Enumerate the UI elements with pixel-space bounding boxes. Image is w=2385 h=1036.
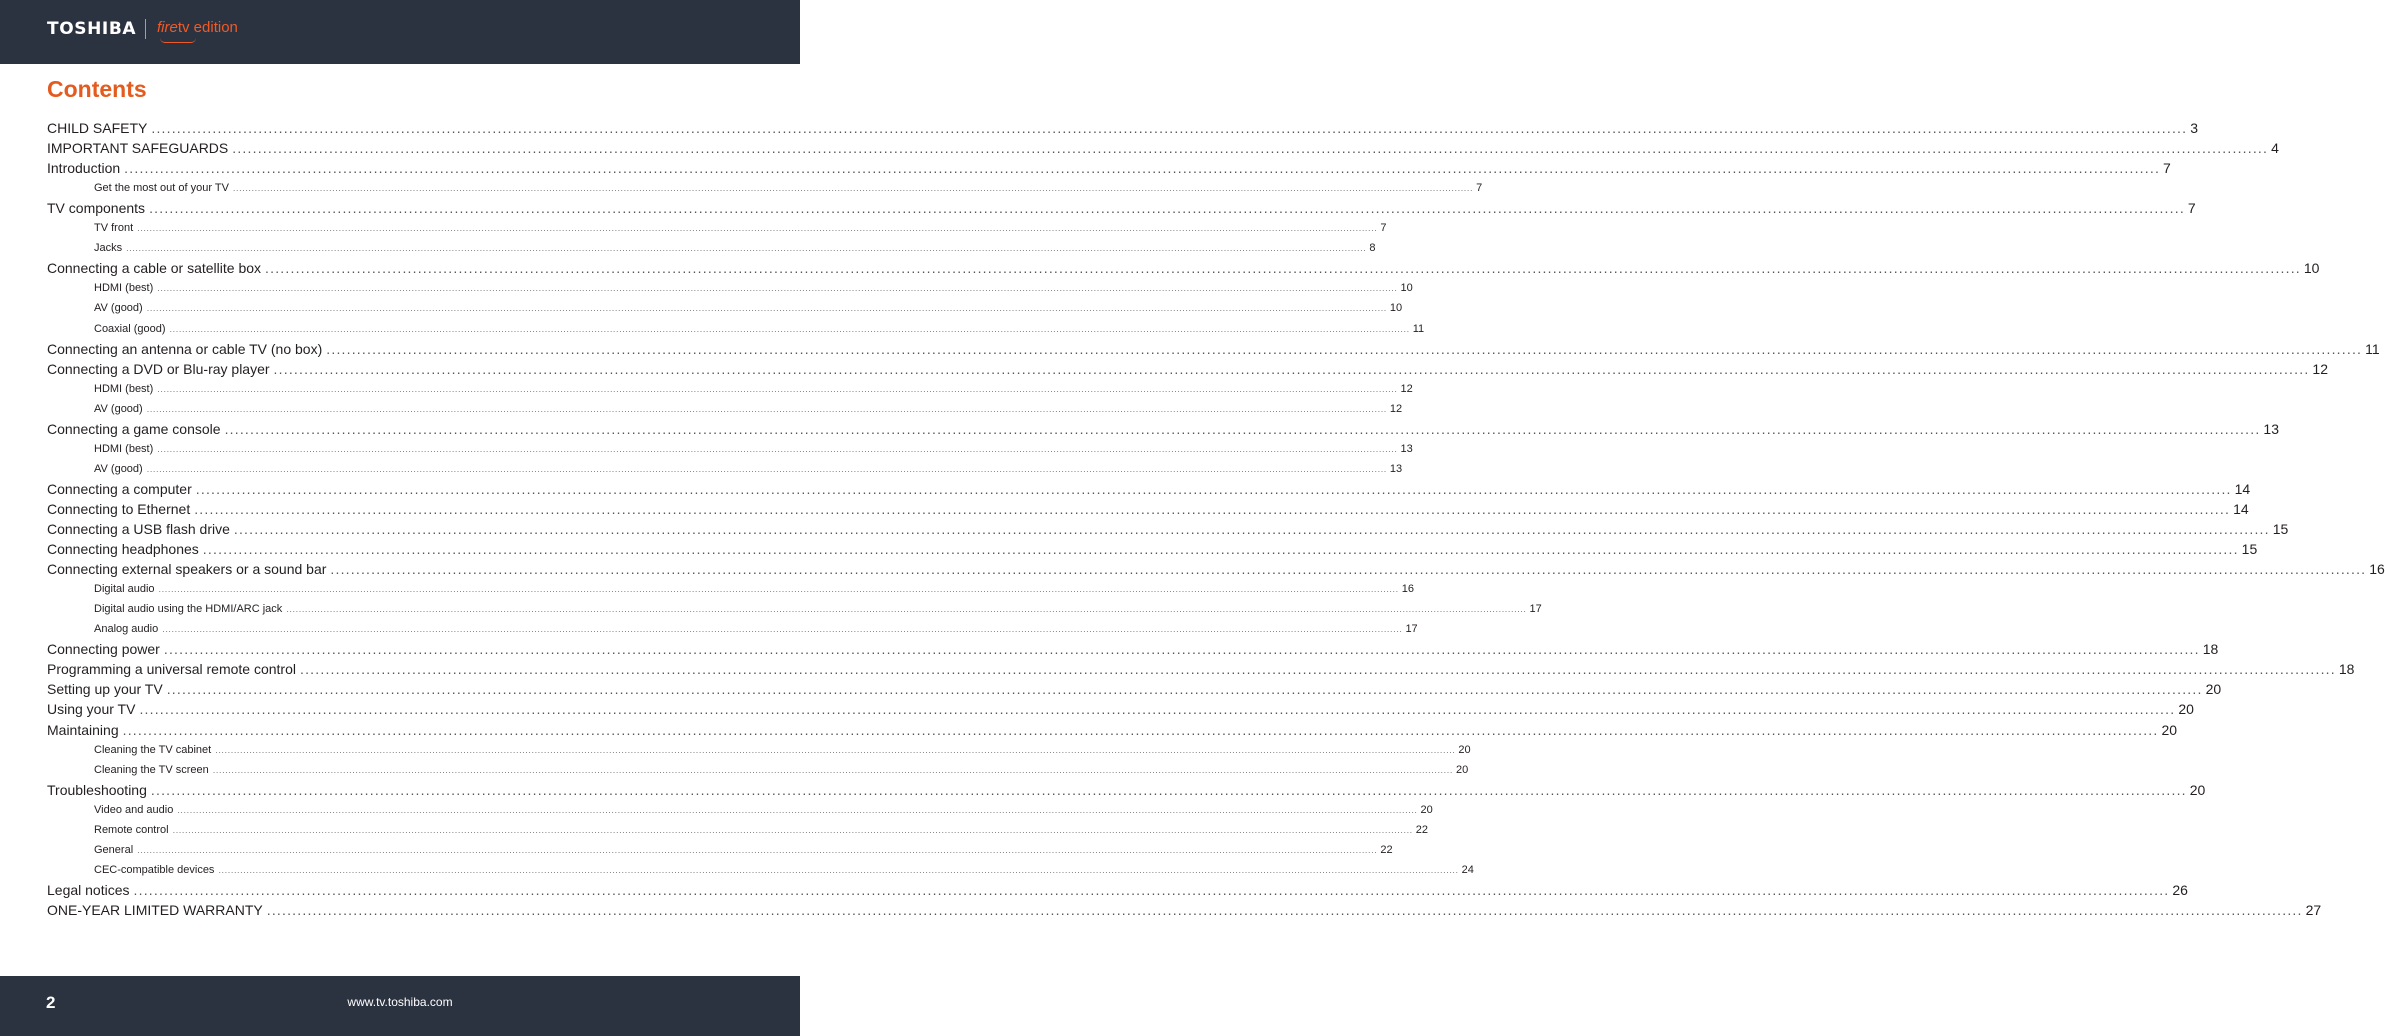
toc-subentry[interactable]: [94, 459, 1403, 479]
toc-entry-title: Connecting to Ethernet: [47, 500, 191, 517]
toc-subentry[interactable]: [94, 379, 1413, 399]
toc-entry-title: Cleaning the TV cabinet: [94, 743, 212, 756]
dot-leader: ................................................................................................................................................................................................................................................................................................................................................................................................................: [233, 521, 2270, 537]
toc-entry-page: 12: [1389, 402, 1403, 415]
dot-leader: ................................................................................................................................................................................................................................................................................................................................................................................................................: [139, 701, 2176, 718]
toc-entry[interactable]: [47, 699, 2194, 719]
dot-leader: ................................................................................................................................................................................................................................................................................................................................................................................................................: [177, 804, 1418, 815]
toc-entry-page: 3: [2190, 120, 2199, 136]
toc-entry-page: 12: [1400, 382, 1413, 395]
toc-entry-title: AV (good): [94, 302, 143, 315]
toc-entry-title: CEC-compatible devices: [94, 863, 215, 876]
toc-entry-page: 14: [2234, 480, 2251, 497]
toc-entry-page: 10: [2303, 260, 2320, 277]
toc-entry-page: 20: [2178, 701, 2194, 718]
dot-leader: ................................................................................................................................................................................................................................................................................................................................................................................................................: [162, 624, 1403, 635]
toc-entry-title: Connecting a DVD or Blu-ray player: [47, 360, 270, 377]
toc-entry[interactable]: [47, 258, 2320, 278]
toc-entry-title: Remote control: [94, 823, 169, 836]
dot-leader: ................................................................................................................................................................................................................................................................................................................................................................................................................: [215, 744, 1456, 755]
dot-leader: ................................................................................................................................................................................................................................................................................................................................................................................................................: [151, 120, 2188, 136]
toc-subentry[interactable]: [94, 740, 1471, 760]
edition-rest-text: tv edition: [177, 19, 238, 36]
toc-subentry[interactable]: [94, 298, 1403, 318]
dot-leader: ................................................................................................................................................................................................................................................................................................................................................................................................................: [326, 340, 2363, 357]
toc-entry-page: 15: [2241, 541, 2258, 558]
toc-entry-page: 15: [2272, 521, 2289, 537]
toc-entry-title: General: [94, 843, 134, 856]
dot-leader: ................................................................................................................................................................................................................................................................................................................................................................................................................: [169, 323, 1410, 334]
toc-entry[interactable]: [47, 158, 2171, 178]
dot-leader: ................................................................................................................................................................................................................................................................................................................................................................................................................: [195, 480, 2232, 497]
toc-entry-page: 13: [1389, 462, 1403, 475]
toc-entry-page: 12: [2312, 360, 2328, 377]
toc-entry-title: Analog audio: [94, 623, 159, 636]
toc-entry-title: Using your TV: [47, 701, 136, 718]
page-footer: [0, 976, 800, 1036]
fire-tv-edition-logo: [157, 19, 238, 36]
toc-subentry[interactable]: [94, 439, 1413, 459]
toc-subentry[interactable]: [94, 178, 1483, 198]
toc-entry-page: 7: [1476, 182, 1483, 195]
toc-entry-title: Connecting a game console: [47, 420, 221, 437]
toc-entry[interactable]: [47, 780, 2206, 800]
dot-leader: ................................................................................................................................................................................................................................................................................................................................................................................................................: [166, 681, 2203, 698]
toc-entry[interactable]: [47, 880, 2188, 900]
toc-entry[interactable]: [47, 479, 2251, 499]
dot-leader: ................................................................................................................................................................................................................................................................................................................................................................................................................: [330, 561, 2367, 578]
toc-entry-title: Connecting a USB flash drive: [47, 521, 230, 537]
dot-leader: ................................................................................................................................................................................................................................................................................................................................................................................................................: [266, 901, 2303, 918]
toc-entry[interactable]: [47, 138, 2279, 158]
page-title: Contents: [47, 76, 147, 102]
toc-entry-title: TV front: [94, 222, 134, 235]
dot-leader: ................................................................................................................................................................................................................................................................................................................................................................................................................: [158, 584, 1399, 595]
toc-entry-title: AV (good): [94, 402, 143, 415]
toc-entry-page: 18: [2202, 641, 2219, 658]
dot-leader: ................................................................................................................................................................................................................................................................................................................................................................................................................: [126, 243, 1367, 254]
dot-leader: ................................................................................................................................................................................................................................................................................................................................................................................................................: [124, 160, 2161, 177]
dot-leader: ................................................................................................................................................................................................................................................................................................................................................................................................................: [194, 500, 2231, 517]
toc-entry-page: 20: [1455, 763, 1469, 776]
toc-entry-title: Connecting a cable or satellite box: [47, 260, 262, 277]
toc-entry-page: 11: [1412, 322, 1425, 335]
toc-entry-page: 18: [2338, 661, 2355, 678]
toc-entry-title: Connecting a computer: [47, 480, 192, 497]
toc-entry-title: Connecting power: [47, 641, 160, 658]
toc-entry-page: 7: [2187, 200, 2196, 217]
toc-entry-title: ONE-YEAR LIMITED WARRANTY: [47, 901, 263, 918]
toc-entry-title: Legal notices: [47, 881, 130, 898]
toc-entry[interactable]: [47, 499, 2249, 519]
toc-entry-page: 13: [1400, 442, 1413, 455]
dot-leader: ................................................................................................................................................................................................................................................................................................................................................................................................................: [212, 764, 1453, 775]
toc-entry-title: HDMI (best): [94, 382, 154, 395]
toc-entry-page: 10: [1400, 282, 1413, 295]
toc-entry-page: 17: [1529, 603, 1542, 616]
toc-entry[interactable]: [47, 198, 2196, 218]
toc-entry-title: Cleaning the TV screen: [94, 763, 209, 776]
toc-entry-title: Introduction: [47, 160, 121, 177]
dot-leader: ................................................................................................................................................................................................................................................................................................................................................................................................................: [232, 140, 2269, 157]
toshiba-logo: TOSHIBA: [47, 19, 137, 39]
toc-entry-page: 20: [1458, 743, 1471, 756]
toc-subentry[interactable]: [94, 760, 1469, 780]
toc-entry-page: 27: [2305, 901, 2322, 918]
dot-leader: ................................................................................................................................................................................................................................................................................................................................................................................................................: [232, 183, 1474, 194]
toc-entry-title: IMPORTANT SAFEGUARDS: [47, 140, 229, 157]
toc-entry-title: Video and audio: [94, 803, 174, 816]
toc-entry-page: 14: [2233, 500, 2249, 517]
toc-entry-title: Connecting headphones: [47, 541, 199, 558]
toc-entry-page: 26: [2172, 881, 2188, 898]
toc-entry-page: 4: [2271, 140, 2279, 157]
page-header: [0, 0, 800, 64]
toc-entry[interactable]: [47, 359, 2328, 379]
dot-leader: ................................................................................................................................................................................................................................................................................................................................................................................................................: [149, 200, 2185, 217]
toc-entry[interactable]: [47, 659, 2355, 679]
dot-leader: ................................................................................................................................................................................................................................................................................................................................................................................................................: [172, 824, 1413, 835]
toc-subentry[interactable]: [94, 399, 1403, 419]
dot-leader: ................................................................................................................................................................................................................................................................................................................................................................................................................: [122, 721, 2159, 738]
toc-entry-page: 24: [1461, 863, 1474, 876]
toc-entry-page: 7: [1380, 222, 1387, 235]
toc-entry[interactable]: [47, 720, 2178, 740]
toc-entry-title: Connecting an antenna or cable TV (no box): [47, 340, 323, 357]
toc-subentry[interactable]: [94, 820, 1429, 840]
toc-entry-page: 17: [1405, 623, 1418, 636]
toc-entry-title: Digital audio: [94, 583, 155, 596]
dot-leader: ................................................................................................................................................................................................................................................................................................................................................................................................................: [157, 383, 1398, 394]
toc-subentry[interactable]: [94, 800, 1433, 820]
toc-entry-page: 10: [1389, 302, 1403, 315]
toc-entry-title: Troubleshooting: [47, 781, 147, 798]
toc-entry[interactable]: [47, 559, 2385, 579]
toc-entry-title: Programming a universal remote control: [47, 661, 296, 678]
toc-entry-title: Digital audio using the HDMI/ARC jack: [94, 603, 283, 616]
toc-entry[interactable]: [47, 639, 2219, 659]
toc-subentry[interactable]: [94, 619, 1418, 639]
website-url[interactable]: www.tv.toshiba.com: [347, 995, 453, 1009]
dot-leader: ................................................................................................................................................................................................................................................................................................................................................................................................................: [273, 360, 2310, 377]
toc-entry-page: 20: [1420, 803, 1433, 816]
toc-entry-title: AV (good): [94, 462, 143, 475]
dot-leader: ................................................................................................................................................................................................................................................................................................................................................................................................................: [218, 864, 1459, 875]
dot-leader: ................................................................................................................................................................................................................................................................................................................................................................................................................: [286, 604, 1527, 615]
dot-leader: ................................................................................................................................................................................................................................................................................................................................................................................................................: [133, 881, 2170, 898]
toc-entry-page: 16: [1401, 583, 1414, 596]
toc-entry-title: Connecting external speakers or a sound bar: [47, 561, 327, 578]
toc-entry[interactable]: [47, 339, 2380, 359]
toc-entry-title: HDMI (best): [94, 282, 154, 295]
toc-entry-page: 13: [2263, 420, 2279, 437]
dot-leader: ................................................................................................................................................................................................................................................................................................................................................................................................................: [146, 403, 1387, 414]
dot-leader: ................................................................................................................................................................................................................................................................................................................................................................................................................: [150, 781, 2187, 798]
toc-entry[interactable]: [47, 519, 2289, 539]
toc-entry-title: TV components: [47, 200, 146, 217]
dot-leader: ................................................................................................................................................................................................................................................................................................................................................................................................................: [265, 260, 2301, 277]
toc-entry-title: HDMI (best): [94, 442, 154, 455]
toc-entry-title: Get the most out of your TV: [94, 182, 229, 195]
toc-entry-title: Coaxial (good): [94, 322, 166, 335]
dot-leader: ................................................................................................................................................................................................................................................................................................................................................................................................................: [202, 541, 2239, 558]
page-number: 2: [46, 993, 56, 1012]
toc-entry-page: 22: [1415, 823, 1429, 836]
toc-entry-page: 16: [2369, 561, 2385, 578]
toc-entry-page: 22: [1380, 843, 1393, 856]
toc-entry-page: 8: [1369, 242, 1376, 255]
dot-leader: ................................................................................................................................................................................................................................................................................................................................................................................................................: [137, 223, 1378, 234]
toc-entry-title: Jacks: [94, 242, 123, 255]
toc-entry[interactable]: [47, 539, 2258, 559]
toc-subentry[interactable]: [94, 840, 1393, 860]
dot-leader: ................................................................................................................................................................................................................................................................................................................................................................................................................: [157, 283, 1398, 294]
toc-entry-page: 20: [2189, 781, 2206, 798]
toc-entry-page: 7: [2163, 160, 2171, 177]
dot-leader: ................................................................................................................................................................................................................................................................................................................................................................................................................: [163, 641, 2200, 658]
dot-leader: ................................................................................................................................................................................................................................................................................................................................................................................................................: [224, 420, 2261, 437]
dot-leader: ................................................................................................................................................................................................................................................................................................................................................................................................................: [146, 303, 1387, 314]
dot-leader: ................................................................................................................................................................................................................................................................................................................................................................................................................: [146, 463, 1387, 474]
toc-entry[interactable]: [47, 900, 2322, 920]
edition-fire-text: fire: [157, 19, 178, 36]
dot-leader: ................................................................................................................................................................................................................................................................................................................................................................................................................: [300, 661, 2336, 678]
toc-subentry[interactable]: [94, 579, 1414, 599]
smile-arc-icon: [160, 38, 196, 43]
toc-subentry[interactable]: [94, 218, 1387, 238]
toc-entry-page: 11: [2365, 340, 2380, 357]
toc-subentry[interactable]: [94, 238, 1376, 258]
toc-subentry[interactable]: [94, 860, 1474, 880]
dot-leader: ................................................................................................................................................................................................................................................................................................................................................................................................................: [157, 443, 1398, 454]
toc-entry[interactable]: [47, 419, 2279, 439]
toc-subentry[interactable]: [94, 599, 1542, 619]
toc-entry-title: CHILD SAFETY: [47, 120, 148, 136]
dot-leader: ................................................................................................................................................................................................................................................................................................................................................................................................................: [137, 844, 1378, 855]
header-divider: [145, 19, 146, 39]
toc-entry-page: 20: [2161, 721, 2178, 738]
toc-entry-title: Maintaining: [47, 721, 119, 738]
toc-entry[interactable]: [47, 679, 2222, 699]
toc-entry[interactable]: [47, 118, 2199, 138]
toc-subentry[interactable]: [94, 319, 1425, 339]
toc-subentry[interactable]: [94, 278, 1413, 298]
toc-entry-page: 20: [2205, 681, 2222, 698]
toc-entry-title: Setting up your TV: [47, 681, 163, 698]
